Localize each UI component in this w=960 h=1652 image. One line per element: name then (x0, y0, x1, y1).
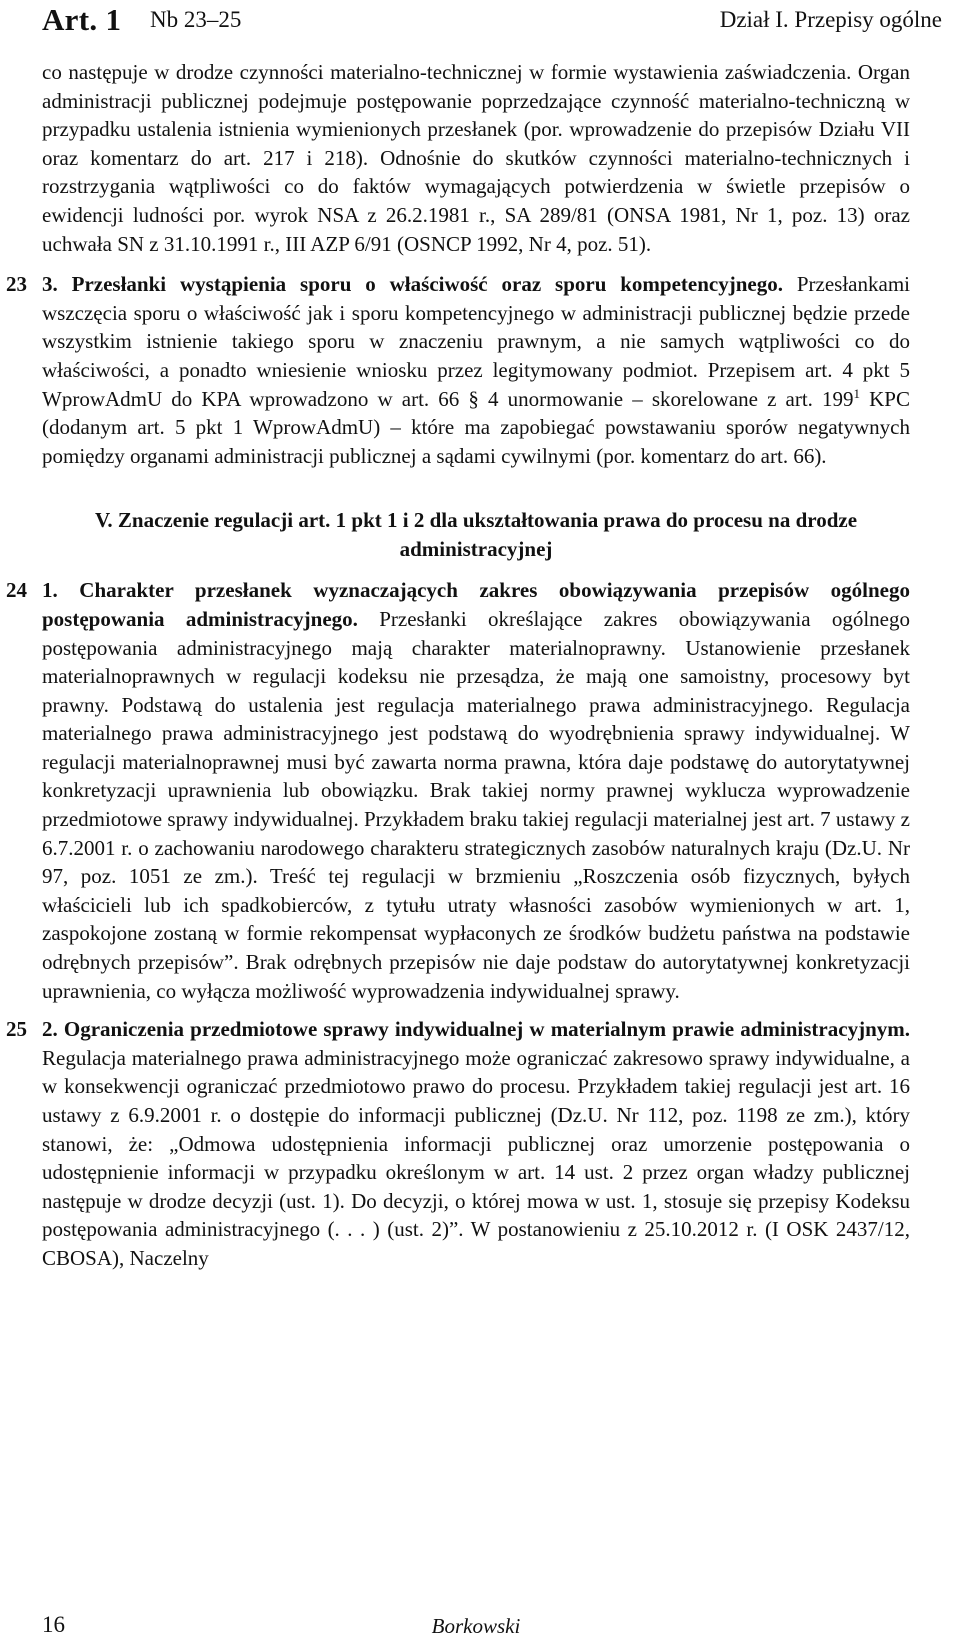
paragraph-text-continued: KPC (dodanym art. 5 pkt 1 WprowAdmU) – które ma zapobiegać powstawaniu sporów negatywnych pomiędzy organami administracji publicznej a sądami cywilnymi (por. komentarz do art. 66). (42, 386, 910, 468)
margin-number: 25 (6, 1017, 27, 1042)
page-number: 16 (42, 1612, 65, 1637)
section-title: Dział I. Przepisy ogólne (719, 7, 942, 32)
paragraph-23 (6, 270, 910, 470)
paragraph-25 (6, 1015, 910, 1272)
paragraph-heading: 2. Ograniczenia przedmiotowe sprawy indywidualnej w materialnym prawie administracyjnym. (42, 1017, 910, 1042)
paragraph-intro (42, 58, 910, 258)
body-text (6, 58, 910, 1273)
chapter-heading: V. Znaczenie regulacji art. 1 pkt 1 i 2 dla ukształtowania prawa do procesu na drodze administracyjnej (94, 508, 858, 562)
article-label: Art. 1 (42, 2, 122, 37)
page-footer (42, 1606, 910, 1646)
paragraph-heading: 1. Charakter przesłanek wyznaczających zakres obowiązywania przepisów ogólnego postępowania administracyjnego. (42, 578, 910, 631)
superscript: 1 (853, 385, 861, 401)
paragraph-text: Przesłankami wszczęcia sporu o właściwość jak i sporu kompetencyjnego w administracji publicznej będzie przede wszystkim istnienie takiego sporu w znaczeniu prawnym, a nie samych wątpliwości co do właściwości, a ponadto wniesienie wniosku przez legitymowany podmiot. Przepisem art. 4 pkt 5 WprowAdmU do KPA wprowadzono w art. 66 § 4 unormowanie – skorelowane z art. 199 (42, 272, 910, 411)
margin-number: 23 (6, 272, 27, 297)
paragraph-text: Przesłanki określające zakres obowiązywania ogólnego postępowania administracyjnego mają charakter materialnoprawny. Ustanowienie przesłanek materialnoprawnych w regulacji kodeksu nie przesądza, że mają one samoistny, procesowy byt prawny. Podstawą do ustalenia jest regulacja materialnego prawa administracyjnego. Regulacja materialnego prawa administracyjnego jest podstawą do wyodrębnienia sprawy indywidualnej. W regulacji materialnoprawnej musi być zawarta norma prawna, która daje podstawę do autorytatywnej konkretyzacji uprawnienia lub obowiązku. Brak takiej normy prawnej wyklucza wyprowadzenie przedmiotowe sprawy indywidualnej. Przykładem braku takiej regulacji materialnej jest art. 7 ustawy z 6.7.2001 r. o zachowaniu narodowego charakteru strategicznych zasobów naturalnych kraju (Dz.U. Nr 97, poz. 1051 ze zm.). Treść tej regulacji w brzmieniu „Roszczenia osób fizycznych, byłych właścicieli lub ich spadkobierców, z tytułu utraty własności zasobów wymienionych w art. 1, zaspokojone zostaną w formie rekompensat wypłaconych ze środków budżetu państwa na podstawie odrębnych przepisów”. Brak odrębnych przepisów nie daje podstaw do autorytatywnej konkretyzacji uprawnienia, co wyłącza możliwość wyprowadzenia indywidualnej sprawy. (42, 606, 910, 1003)
paragraph-24 (6, 576, 910, 1005)
paragraph-text: Regulacja materialnego prawa administracyjnego może ograniczać zakresowo sprawy indywidualne, a w konsekwencji ograniczać przedmiotowo prawo do procesu. Przykładem takiej regulacji jest art. 16 ustawy z 6.9.2001 r. o dostępie do informacji publicznej (Dz.U. Nr 112, poz. 1198 ze zm.), który stanowi, że: „Odmowa udostępnienia informacji publicznej oraz umorzenie postępowania o udostępnienie informacji w przypadku określonym w art. 14 ust. 2 przez organ władzy publicznej następuje w drodze decyzji (ust. 1). Do decyzji, o której mowa w ust. 1, stosuje się przepisy Kodeksu postępowania administracyjnego (. . . ) (ust. 2)”. W postanowieniu z 25.10.2012 r. (I OSK 2437/12, CBOSA), Naczelny (42, 1045, 910, 1270)
margin-number: 24 (6, 578, 27, 603)
running-header (42, 2, 942, 38)
paragraph-heading: 3. Przesłanki wystąpienia sporu o właściwość oraz sporu kompetencyjnego. (42, 272, 783, 297)
author-name: Borkowski (431, 1614, 521, 1638)
paragraph-text: co następuje w drodze czynności materialno-technicznej w formie wystawienia zaświadczenia. Organ administracji publicznej podejmuje postępowanie poprzedzające czynność materialno-techniczną w przypadku ustalenia istnienia wymienionych przesłanek (por. wprowadzenie do przepisów Działu VII oraz komentarz do art. 217 i 218). Odnośnie do skutków czynności materialno-technicznych i rozstrzygania wątpliwości co do faktów wymagających potwierdzenia w świetle przepisów o ewidencji ludności por. wyrok NSA z 26.2.1981 r., SA 289/81 (ONSA 1981, Nr 1, poz. 13) oraz uchwała SN z 31.10.1991 r., III AZP 6/91 (OSNCP 1992, Nr 4, poz. 51). (42, 60, 910, 256)
margin-number-range: Nb 23–25 (150, 7, 242, 32)
